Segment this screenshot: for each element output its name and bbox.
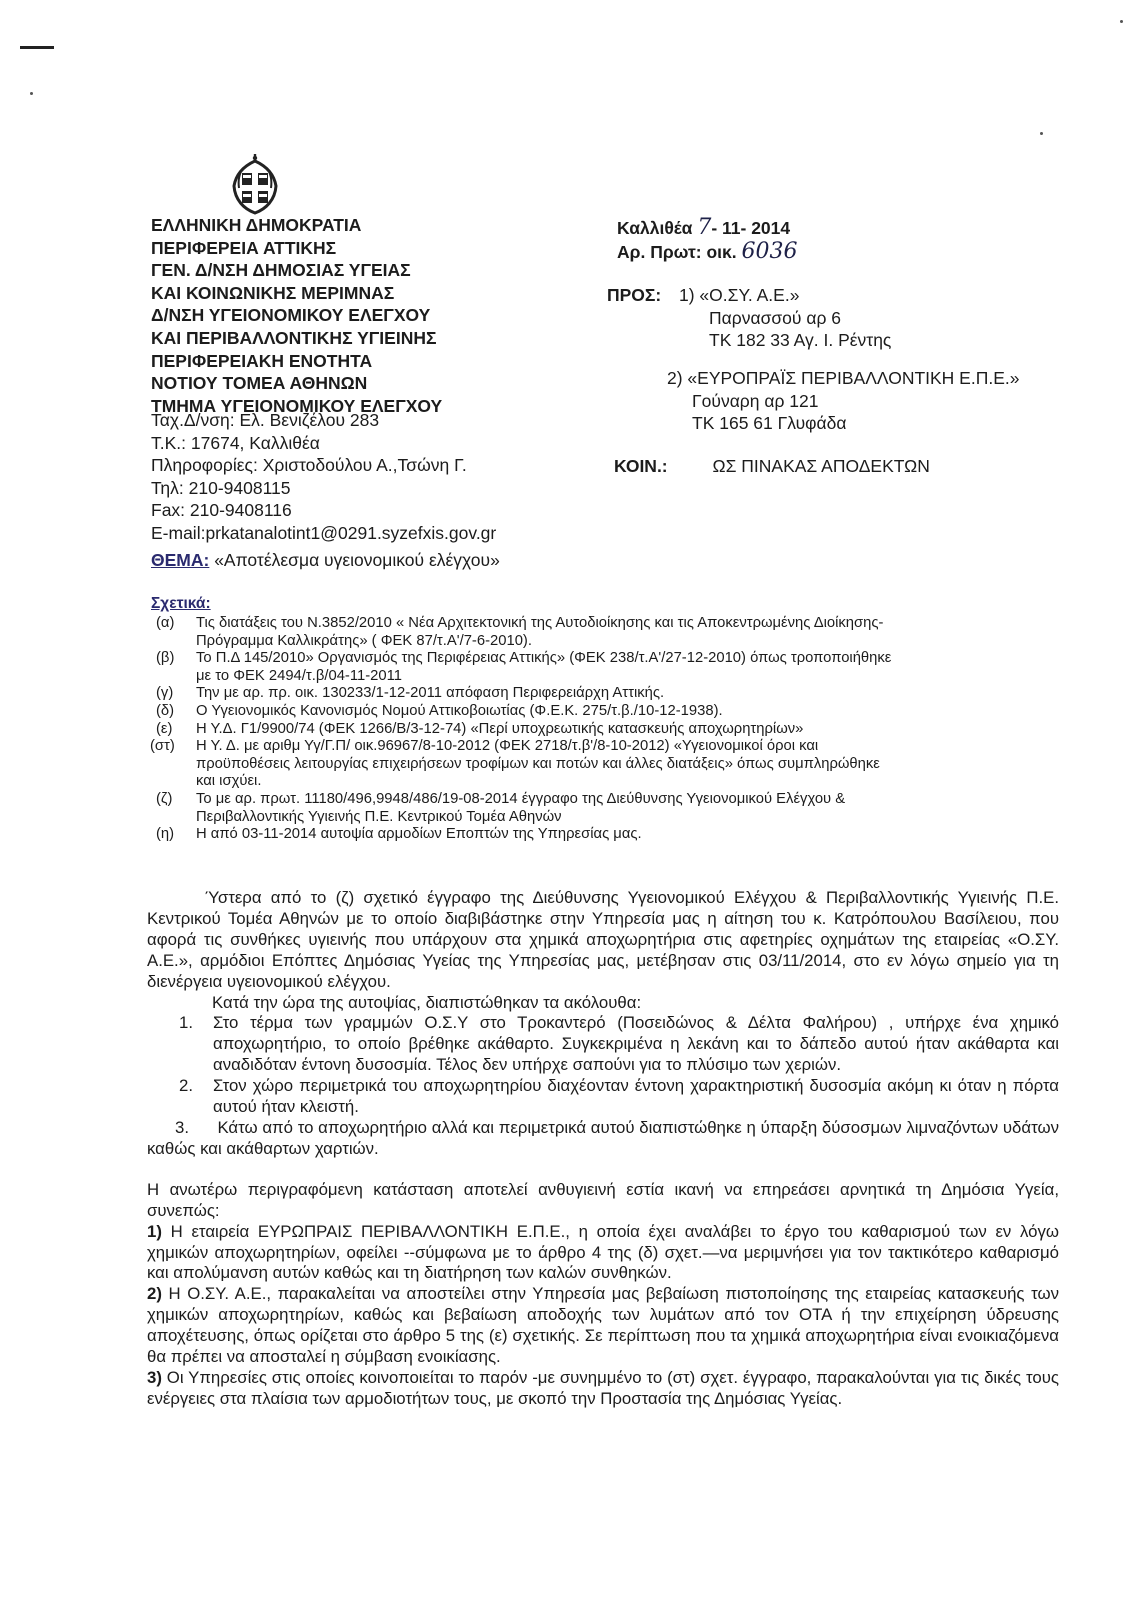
contact-phone: Τηλ: 210-9408115 [151,477,291,498]
issuer-line: ΠΕΡΙΦΕΡΕΙΑ ΑΤΤΙΚΗΣ [151,237,337,258]
action-text: Οι Υπηρεσίες στις οποίες κοινοποιείται το παρόν -με συνημμένο το (στ) σχετ. έγγραφο, παρακαλούνται για τις δικές τους ενέργειες στα πλαίσια των αρμοδιοτήτων τους, με σκοπό την Προστασία της Δημόσιας Υγείας. [147,1367,1059,1408]
issuer-line: ΚΑΙ ΚΟΙΝΩΝΙΚΗΣ ΜΕΡΙΜΝΑΣ [151,282,395,303]
findings-intro: Κατά την ώρα της αυτοψίας, διαπιστώθηκαν τα ακόλουθα: [212,992,642,1012]
finding-text: Στο τέρμα των γραμμών Ο.Σ.Υ στο Τροκαντερό (Ποσειδώνος & Δέλτα Φαλήρου) , υπήρχε ένα χημικό αποχωρητήριο, το οποίο βρέθηκε ακάθαρτο. Συγκεκριμένα η λεκάνη και το δάπεδο αυτού ήταν ακάθαρτα και αναδιδόταν έντονη δυσοσμία. Τέλος δεν υπήρχε σαπούνι για το πλύσιμο των χεριών. [213,1013,1059,1075]
issuer-line: ΤΜΗΜΑ ΥΓΕΙΟΝΟΜΙΚΟΥ ΕΛΕΓΧΟΥ [151,395,443,416]
reference-key: (γ) [156,685,174,702]
intro-paragraph: Ύστερα από το (ζ) σχετικό έγγραφο της Διεύθυνσης Υγειονομικού Ελέγχου & Περιβαλλοντικής Υγιεινής Π.Ε. Κεντρικού Τομέα Αθηνών με το οποίο διαβιβάστηκε στην Υπηρεσία μας η αίτηση του κ. Κατρόπουλου Βασίλειου, που αφορά τις συνθήκες υγιεινής που υπάρχουν στα χημικά αποχωρητήρια στις αφετηρίες οχημάτων της εταιρείας «Ο.ΣΥ. Α.Ε.», αρμόδιοι Επόπτες Δημόσιας Υγείας της Υπηρεσίας μας, μετέβησαν στις 03/11/2014, στο εν λόγω σημείο για τη διενέργεια υγειονομικού ελέγχου. [147,888,1059,991]
finding-item [147,1118,1059,1160]
recipients-label: ΠΡΟΣ: [607,285,662,305]
reference-line: Τις διατάξεις του Ν.3852/2010 « Νέα Αρχιτεκτονική της Αυτοδιοίκησης και τις Αποκεντρωμένης Διοίκησης- [196,615,884,631]
action-item [147,1284,1059,1368]
reference-line: και ισχύει. [196,773,262,790]
issuer-line: ΓΕΝ. Δ/ΝΣΗ ΔΗΜΟΣΙΑΣ ΥΓΕΙΑΣ [151,260,411,281]
contact-block [151,409,496,545]
scan-mark [20,46,54,49]
greek-emblem-icon [222,152,288,218]
subject-text: «Αποτέλεσμα υγειονομικού ελέγχου» [214,550,500,570]
action-item [147,1368,1059,1410]
contact-fax: Fax: 210-9408116 [151,500,292,521]
reference-key: (ζ) [156,790,173,807]
reference-item [150,791,980,826]
date-line [617,216,798,240]
finding-number: 2. [179,1076,193,1096]
reference-key: (β) [156,650,175,667]
reference-line: Η Υ.Δ. Γ1/9900/74 (ΦΕΚ 1266/Β/3-12-74) «Περί υποχρεωτικής κατασκευής αποχωρητηρίων» [196,720,804,737]
contact-address: Ταχ.Δ/νση: Ελ. Βενιζέλου 283 [151,410,380,430]
reference-item [150,650,980,685]
reference-key: (δ) [156,702,175,719]
reference-item [150,703,980,721]
contact-postcode: Τ.Κ.: 17674, Καλλιθέα [151,432,320,453]
reference-line: προϋποθέσεις λειτουργίας επιχειρήσεων τροφίμων και ποτών και άλλες διατάξεις» όπως συμπληρώθηκε [196,755,880,772]
finding-number: 1. [179,1013,193,1033]
letter-body [147,888,1059,1410]
finding-number: 3. [175,1117,189,1137]
recipient-2-postcode: ΤΚ 165 61 Γλυφάδα [692,413,847,434]
scan-speck [30,92,33,95]
issuer-line: ΝΟΤΙΟΥ ΤΟΜΕΑ ΑΘΗΝΩΝ [151,373,368,394]
action-number: 3) [147,1367,162,1387]
cc-label: ΚΟΙΝ.: [614,456,668,476]
scan-speck [1120,20,1123,23]
action-number: 2) [147,1284,162,1304]
issuer-line: ΠΕΡΙΦΕΡΕΙΑΚΗ ΕΝΟΤΗΤΑ [151,350,373,371]
references-label: Σχετικά: [151,595,211,612]
references-list [150,615,980,844]
reference-line: με το ΦΕΚ 2494/τ.β/04-11-2011 [196,667,402,684]
reference-key: (ε) [156,720,173,737]
issuer-line: ΚΑΙ ΠΕΡΙΒΑΛΛΟΝΤΙΚΗΣ ΥΓΙΕΙΝΗΣ [151,327,437,348]
finding-text: Στον χώρο περιμετρικά του αποχωρητηρίου διαχέονταν έντονη χαρακτηριστική δυσοσμία ακόμη κι όταν η πόρτα αυτού ήταν κλειστή. [213,1076,1059,1117]
reference-key: (η) [156,826,175,843]
conclusion-paragraph: Η ανωτέρω περιγραφόμενη κατάσταση αποτελεί ανθυγιεινή εστία ικανή να επηρεάσει αρνητικά τη Δημόσια Υγεία, συνεπώς: [147,1179,1059,1220]
protocol-number-handwritten: 6036 [741,239,798,264]
issuer-header [151,214,442,417]
recipient-2-name: 2) «ΕΥΡΟΠΡΑΪΣ ΠΕΡΙΒΑΛΛΟΝΤΙΚΗ Ε.Π.Ε.» [667,368,1020,388]
date-rest: - 11- 2014 [711,218,791,238]
reference-item [150,685,980,703]
cc-value: ΩΣ ΠΙΝΑΚΑΣ ΑΠΟΔΕΚΤΩΝ [712,456,930,476]
recipients-block [607,284,1047,444]
subject-label: ΘΕΜΑ: [151,550,210,570]
action-text: Η Ο.ΣΥ. Α.Ε., παρακαλείται να αποστείλει στην Υπηρεσία μας βεβαίωση πιστοποίησης της εταιρείας κατασκευής των χημικών αποχωρητηρίων, καθώς και βεβαίωση αποδοχής των λυμάτων από τον ΟΤΑ ή την επιχείρηση ύδρευσης αποχέτευσης, όπως ορίζεται στο άρθρο 5 της (ε) σχετικής. Σε περίπτωση που τα χημικά αποχωρητήρια είναι ενοικιαζόμενα θα πρέπει να αποσταλεί η σύμβαση ενοικίασης. [147,1284,1059,1367]
reference-line: Ο Υγειονομικός Κανονισμός Νομού Αττικοβοιωτίας (Φ.Ε.Κ. 275/τ.β./10-12-1938). [196,702,723,719]
recipient-2-street: Γούναρη αρ 121 [692,390,819,411]
reference-item [150,615,980,650]
protocol-prefix: Αρ. Πρωτ: οικ. [617,242,737,262]
action-item [147,1222,1059,1285]
action-text: Η εταιρεία ΕΥΡΩΠΡΑΙΣ ΠΕΡΙΒΑΛΛΟΝΤΙΚΗ Ε.Π.Ε., η οποία έχει αναλάβει το έργο του καθαρισμού των εν λόγω χημικών αποχωρητηρίων, οφείλει --σύμφωνα με το άρθρο 4 της (δ) σχετ.—να μεριμνήσει για τον τακτικότερο καθαρισμό και απολύμανση αυτών καθώς και τη διατήρηση των καλών συνθηκών. [147,1221,1059,1283]
recipient-1-street: Παρνασσού αρ 6 [709,307,842,328]
contact-email: E-mail:prkatanalotint1@0291.syzefxis.gov.gr [151,522,497,543]
reference-item [150,721,980,739]
reference-item [150,826,980,844]
reference-line: Πρόγραμμα Καλλικράτης» ( ΦΕΚ 87/τ.Α'/7-6-2010). [196,632,532,649]
reference-key: (στ) [150,738,175,755]
recipient-1-name: 1) «Ο.ΣΥ. Α.Ε.» [679,285,800,305]
contact-info: Πληροφορίες: Χριστοδούλου Α.,Τσώνη Γ. [151,455,467,476]
reference-line: Η Υ. Δ. με αριθμ Υγ/Γ.Π/ οικ.96967/8-10-2012 (ΦΕΚ 2718/τ.β'/8-10-2012) «Υγειονομικοί όροι και [196,738,819,755]
action-number: 1) [147,1221,162,1241]
reference-line: Περιβαλλοντικής Υγιεινής Π.Ε. Κεντρικού Τομέα Αθηνών [196,808,562,825]
recipient-1-postcode: ΤΚ 182 33 Αγ. Ι. Ρέντης [709,330,892,351]
finding-item [147,1076,1059,1118]
reference-line: Το Π.Δ 145/2010» Οργανισμός της Περιφέρειας Αττικής» (ΦΕΚ 238/τ.Α'/27-12-2010) όπως τροποποιήθηκε [196,650,892,667]
date-day-handwritten: 7 [697,215,712,240]
subject-line [151,550,500,571]
reference-item [150,738,980,791]
date-prefix: Καλλιθέα [617,218,693,238]
cc-line [614,456,930,477]
reference-line: Το με αρ. πρωτ. 11180/496,9948/486/19-08-2014 έγγραφο της Διεύθυνσης Υγειονομικού Ελέγχου & [196,790,846,807]
date-protocol-block [617,216,798,264]
protocol-line [617,240,798,264]
scan-speck [1040,132,1043,135]
reference-line: Η από 03-11-2014 αυτοψία αρμοδίων Εποπτών της Υπηρεσίας μας. [196,826,642,843]
issuer-line: ΕΛΛΗΝΙΚΗ ΔΗΜΟΚΡΑΤΙΑ [151,215,362,235]
finding-text: Κάτω από το αποχωρητήριο αλλά και περιμετρικά αυτού διαπιστώθηκε η ύπαρξη δύσοσμων λιμναζόντων υδάτων καθώς και ακάθαρτων χαρτιών. [147,1117,1059,1158]
reference-line: Την με αρ. πρ. οικ. 130233/1-12-2011 απόφαση Περιφερειάρχη Αττικής. [196,685,665,702]
reference-key: (α) [156,615,175,631]
issuer-line: Δ/ΝΣΗ ΥΓΕΙΟΝΟΜΙΚΟΥ ΕΛΕΓΧΟΥ [151,305,431,326]
finding-item [147,1013,1059,1076]
